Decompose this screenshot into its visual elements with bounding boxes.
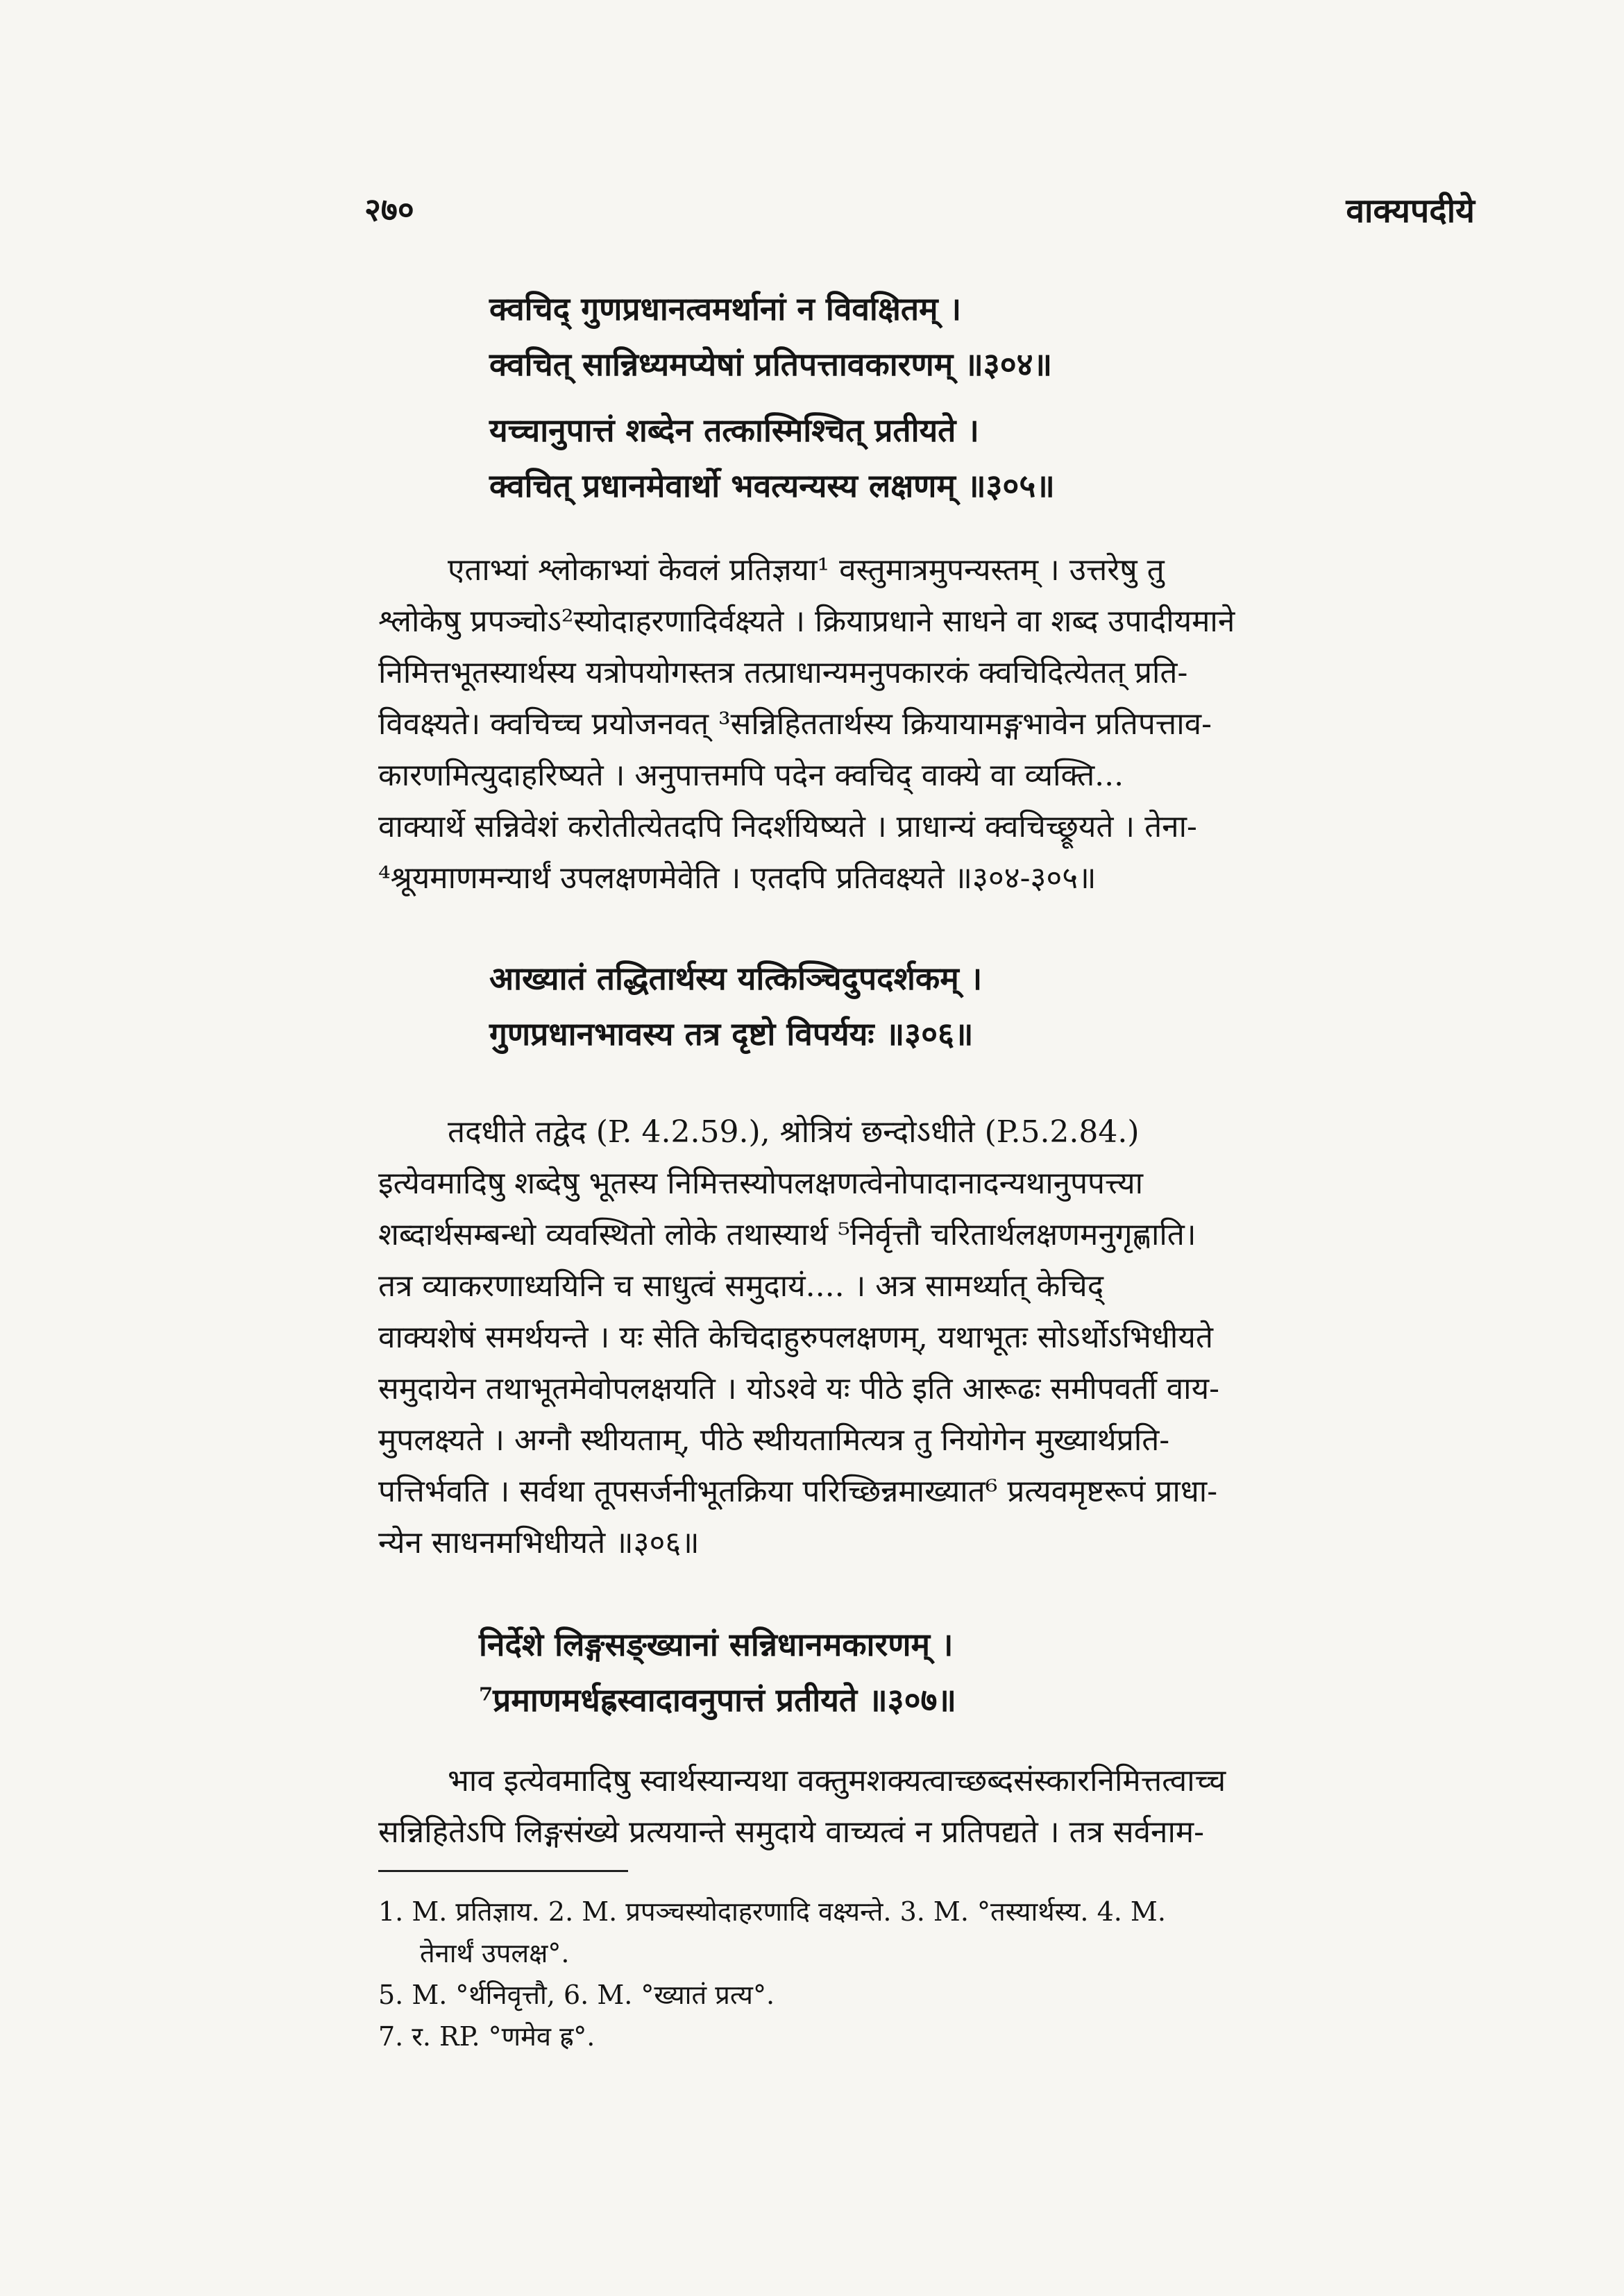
- commentary-line: श्लोकेषु प्रपञ्चोऽ²स्योदाहरणादिर्वक्ष्यते । क्रियाप्रधाने साधने वा शब्द उपादीयमाने: [378, 604, 1235, 639]
- verse-line: ⁷प्रमाणमर्धह्रस्वादावनुपात्तं प्रतीयते ॥३०७॥: [479, 1681, 956, 1719]
- verse-line: गुणप्रधानभावस्य तत्र दृष्टो विपर्ययः ॥३०६॥: [489, 1015, 974, 1053]
- verse-line: निर्देशे लिङ्गसङ्ख्यानां सन्निधानमकारणम् ।: [479, 1626, 954, 1663]
- commentary-line: ⁴श्रूयमाणमन्यार्थं उपलक्षणमेवेति । एतदपि प्रतिवक्ष्यते ॥३०४-३०५॥: [378, 860, 1097, 896]
- verse-306: [489, 951, 982, 1062]
- page-number: २७०: [364, 191, 414, 228]
- verse-line: क्वचिद् गुणप्रधानत्वमर्थानां न विवक्षितम् ।: [489, 290, 961, 328]
- commentary-306: [378, 1107, 1482, 1569]
- commentary-line: भाव इत्येवमादिषु स्वार्थस्यान्यथा वक्तुमशक्यत्वाच्छब्दसंस्कारनिमित्तत्वाच्च: [448, 1763, 1226, 1798]
- commentary-line: वाक्यार्थे सन्निवेशं करोतीत्येतदपि निदर्शयिष्यते । प्राधान्यं क्वचिच्छ्रूयते । तेना-: [378, 809, 1197, 844]
- commentary-line: तत्र व्याकरणाध्ययिनि च साधुत्वं समुदायं.... । अत्र सामर्थ्यात् केचिद्: [378, 1268, 1104, 1304]
- commentary-line: कारणमित्युदाहरिष्यते । अनुपात्तमपि पदेन क्वचिद् वाक्ये वा व्यक्ति...: [378, 758, 1124, 793]
- commentary-line: वाक्यशेषं समर्थयन्ते । यः सेति केचिदाहुरुपलक्षणम्, यथाभूतः सोऽर्थोऽभिधीयते: [378, 1320, 1213, 1355]
- verse-304: [489, 281, 1052, 392]
- commentary-line: इत्येवमादिषु शब्देषु भूतस्य निमित्तस्योपलक्षणत्वेनोपादानादन्यथानुपपत्त्या: [378, 1166, 1144, 1201]
- verse-line: क्वचित् सान्निध्यमप्येषां प्रतिपत्तावकारणम् ॥३०४॥: [489, 346, 1053, 383]
- commentary-line: तदधीते तद्वेद (P. 4.2.59.), श्रोत्रियं छन्दोऽधीते (P.5.2.84.): [448, 1114, 1140, 1150]
- commentary-line: मुपलक्ष्यते । अग्नौ स्थीयताम्, पीठे स्थीयतामित्यत्र तु नियोगेन मुख्यार्थप्रति-: [378, 1422, 1170, 1458]
- footnote-divider: [378, 1870, 628, 1872]
- commentary-line: न्येन साधनमभिधीयते ॥३०६॥: [378, 1525, 700, 1561]
- verse-305: [489, 402, 1055, 513]
- footnote-line: तेनार्थं उपलक्ष°.: [420, 1938, 570, 1968]
- commentary-line: पत्तिर्भवति । सर्वथा तूपसर्जनीभूतक्रिया परिच्छिन्नमाख्यात⁶ प्रत्यवमृष्टरूपं प्राधा-: [378, 1474, 1218, 1509]
- verse-line: आख्यातं तद्धितार्थस्य यत्किञ्चिदुपदर्शकम् ।: [489, 960, 983, 997]
- footnote-line: 5. M. °र्थनिवृत्तौ, 6. M. °ख्यातं प्रत्य°.: [378, 1980, 775, 2010]
- verse-line: क्वचित् प्रधानमेवार्थो भवत्यन्यस्य लक्षणम् ॥३०५॥: [489, 467, 1055, 504]
- commentary-304-305: [378, 545, 1482, 904]
- page-header: [364, 187, 1475, 236]
- footnote-line: 1. M. प्रतिज्ञाय. 2. M. प्रपञ्चस्योदाहरणादि वक्ष्यन्ते. 3. M. °तस्यार्थस्य. 4. M.: [378, 1896, 1166, 1927]
- verse-307: [479, 1617, 956, 1728]
- verse-line: यच्चानुपात्तं शब्देन तत्कास्मिश्चित् प्रतीयते ।: [489, 411, 979, 449]
- running-title: वाक्यपदीये: [1346, 192, 1475, 230]
- commentary-line: शब्दार्थसम्बन्धो व्यवस्थितो लोके तथास्यार्थ ⁵निर्वृत्तौ चरितार्थलक्षणमनुगृह्णाति।: [378, 1217, 1196, 1252]
- commentary-line: सन्निहितेऽपि लिङ्गसंख्ये प्रत्ययान्ते समुदाये वाच्यत्वं न प्रतिपद्यते । तत्र सर्वनाम-: [378, 1814, 1205, 1850]
- commentary-307: [378, 1755, 1482, 1858]
- commentary-line: निमित्तभूतस्यार्थस्य यत्रोपयोगस्तत्र तत्प्राधान्यमनुपकारकं क्वचिदित्येतत् प्रति-: [378, 655, 1188, 690]
- commentary-line: एताभ्यां श्लोकाभ्यां केवलं प्रतिज्ञया¹ वस्तुमात्रमुपन्यस्तम् । उत्तरेषु तु: [448, 552, 1165, 588]
- commentary-line: विवक्ष्यते। क्वचिच्च प्रयोजनवत् ³सन्निहिततार्थस्य क्रियायामङ्गभावेन प्रतिपत्ताव-: [378, 706, 1212, 742]
- commentary-line: समुदायेन तथाभूतमेवोपलक्षयति । योऽश्वे यः पीठे इति आरूढः समीपवर्ती वाय-: [378, 1371, 1219, 1406]
- footnote-line: 7. र. RP. °णमेव ह्र°.: [378, 2021, 595, 2052]
- footnotes: [378, 1891, 1482, 2057]
